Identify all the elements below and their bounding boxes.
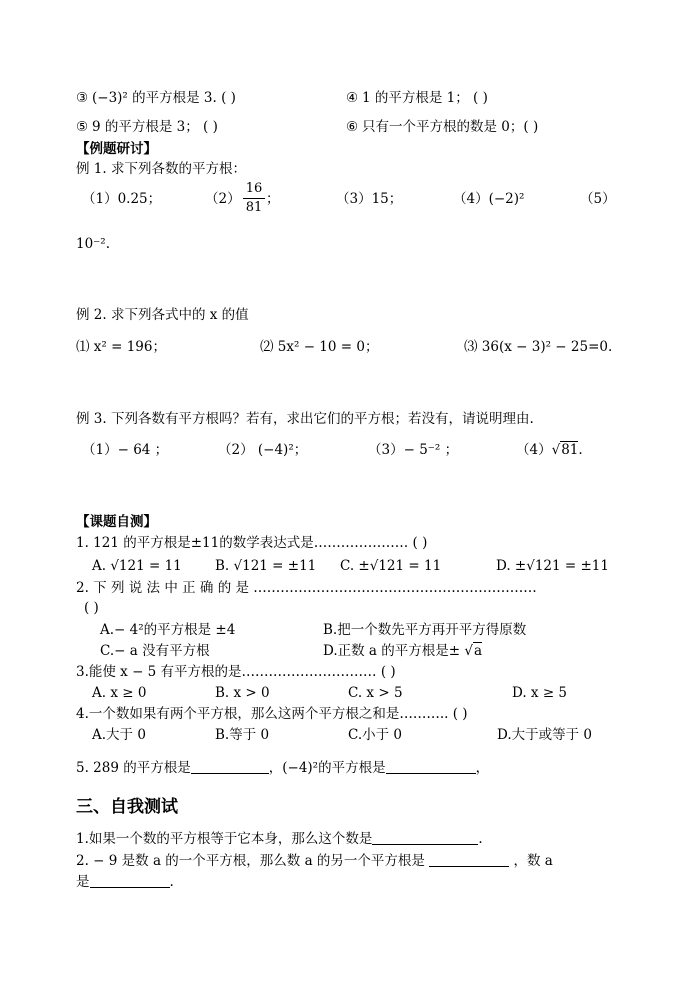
q2-option-b: B.把一个数先平方再开平方得原数	[323, 622, 527, 638]
q1-stem: 1. 121 的平方根是±11的数学表达式是………………… ( )	[76, 535, 428, 551]
example2-title: 例 2. 求下列各式中的 x 的值	[76, 307, 249, 323]
example1-fraction	[243, 181, 265, 216]
q3-option-c: C. x > 5	[348, 685, 403, 701]
example1-part5-value: 10⁻².	[76, 236, 111, 252]
q1-option-c: C. ±√121 = 11	[340, 558, 442, 574]
example2-part3: ⑶ 36(x − 3)² − 25=0.	[464, 339, 613, 355]
sqrt-radicand: 81	[561, 442, 579, 458]
quiz-item-5: 9 的平方根是 3； ( )	[92, 119, 218, 135]
test1-line: 1.如果一个数的平方根等于它本身，那么这个数是 .	[76, 831, 483, 847]
example1-part3: （3）15；	[336, 191, 403, 207]
example3-part2: （2） (−4)²；	[218, 442, 308, 458]
quiz-item-4: 1 的平方根是 1； ( )	[362, 90, 488, 106]
q4-option-c: C.小于 0	[348, 727, 403, 743]
quiz-item-3: (−3)² 的平方根是 3. ( )	[92, 90, 236, 106]
test2-line1: 2. − 9 是数 a 的一个平方根，那么数 a 的另一个平方根是 ，数 a	[76, 853, 553, 869]
circled-number-6: ⑥	[346, 119, 359, 135]
fraction-denominator: 81	[245, 200, 263, 215]
q4-stem: 4.一个数如果有两个平方根，那么这两个平方根之和是……….. ( )	[76, 706, 468, 722]
q4-option-d: D.大于或等于 0	[497, 727, 593, 743]
example2-part1: ⑴ x² = 196；	[76, 339, 166, 355]
answer-blank[interactable]	[386, 759, 476, 774]
q2-option-d: D.正数 a 的平方根是± √a	[323, 643, 483, 659]
example1-part2-label: （2）	[205, 191, 241, 207]
example1-title: 例 1. 求下列各数的平方根：	[76, 161, 246, 177]
example1-part1: （1）0.25；	[82, 191, 162, 207]
q2-option-c: C.− a 没有平方根	[100, 643, 210, 659]
test2-line2: 是 .	[76, 874, 174, 890]
sqrt-radicand: a	[473, 643, 483, 659]
example3-part3: （3）− 5⁻² ；	[368, 442, 459, 458]
q2-stem: 2. 下 列 说 法 中 正 确 的 是 ………………………………………………………	[76, 580, 537, 596]
answer-blank[interactable]	[372, 830, 478, 845]
q3-option-d: D. x ≥ 5	[512, 685, 568, 701]
fraction-bar	[243, 198, 265, 199]
circled-number-3: ③	[76, 90, 89, 106]
q5-line: 5. 289 的平方根是 ，(−4)²的平方根是 ，	[76, 760, 490, 776]
q2-paren: ( )	[84, 600, 99, 616]
q1-option-a: A. √121 = 11	[92, 558, 182, 574]
fraction-numerator: 16	[245, 181, 263, 196]
quiz-item-6: 只有一个平方根的数是 0；( )	[362, 119, 539, 135]
answer-blank[interactable]	[90, 873, 170, 888]
q2-option-a: A.− 4²的平方根是 ±4	[100, 622, 236, 638]
q3-option-a: A. x ≥ 0	[92, 685, 147, 701]
example3-part4: （4）√81.	[516, 442, 583, 458]
example3-title: 例 3. 下列各数有平方根吗？若有，求出它们的平方根；若没有，请说明理由.	[76, 411, 534, 427]
example1-part4: （4）(−2)²	[453, 191, 525, 207]
example1-part5: （5）	[580, 191, 616, 207]
section-self-check: 【课题自测】	[76, 514, 157, 530]
example3-part1: （1）− 64 ；	[82, 442, 169, 458]
answer-blank[interactable]	[191, 759, 269, 774]
q3-stem: 3.能使 x − 5 有平方根的是………………………… ( )	[76, 664, 396, 680]
section-example-research: 【例题研讨】	[76, 141, 157, 157]
circled-number-4: ④	[346, 90, 359, 106]
q4-option-b: B.等于 0	[215, 727, 270, 743]
q1-option-b: B. √121 = ±11	[215, 558, 317, 574]
q1-option-d: D. ±√121 = ±11	[496, 558, 609, 574]
circled-number-5: ⑤	[76, 119, 89, 135]
q4-option-a: A.大于 0	[92, 727, 146, 743]
example2-part2: ⑵ 5x² − 10 = 0；	[260, 339, 379, 355]
section-self-test: 三、自我测试	[76, 797, 178, 817]
q3-option-b: B. x > 0	[215, 685, 270, 701]
example1-part2-tail: ；	[266, 191, 280, 207]
answer-blank[interactable]	[429, 852, 509, 867]
